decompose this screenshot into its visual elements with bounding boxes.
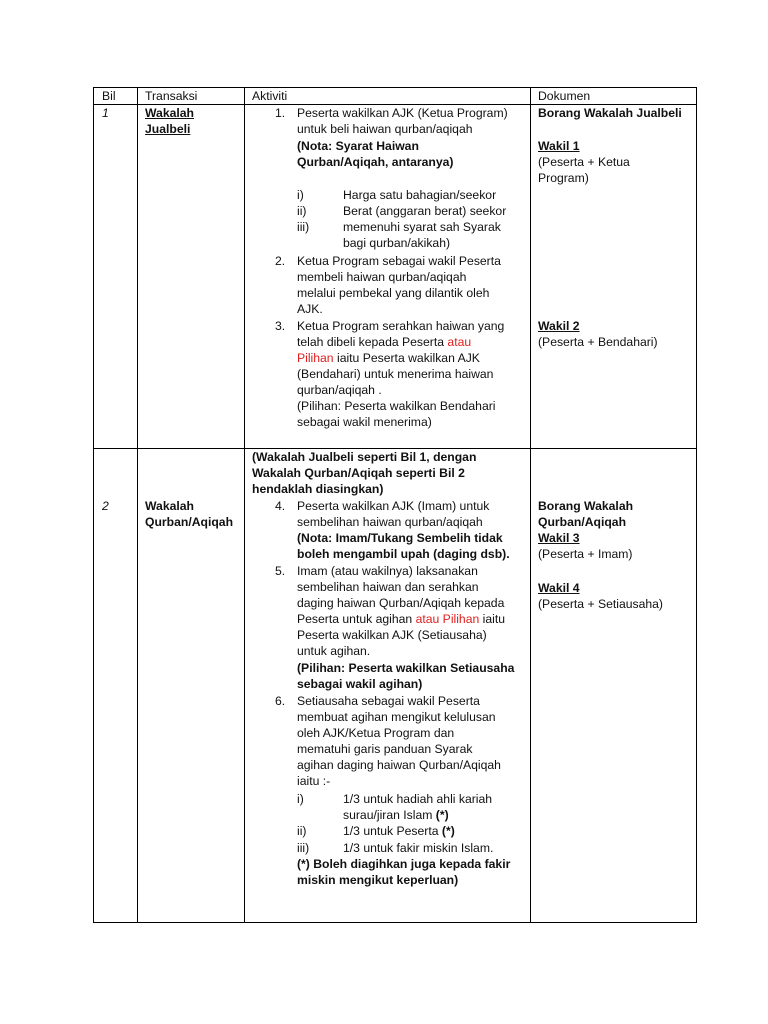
item2-number: 2. bbox=[275, 254, 286, 268]
row2-intro-line1: (Wakalah Jualbeli seperti Bil 1, dengan bbox=[252, 450, 477, 464]
wakil2-title: Wakil 2 bbox=[538, 319, 580, 333]
header-aktiviti: Aktiviti bbox=[252, 89, 288, 103]
table-border-left bbox=[93, 87, 94, 923]
item5-line3: daging haiwan Qurban/Aqiqah kepada bbox=[297, 596, 505, 610]
item1-sub2-number: ii) bbox=[297, 204, 307, 218]
item5-note-line1: (Pilihan: Peserta wakilkan Setiausaha bbox=[297, 661, 515, 675]
item4-note-line1: (Nota: Imam/Tukang Sembelih tidak bbox=[297, 531, 503, 545]
item6-sub1-line2 bbox=[343, 807, 449, 823]
item3-line3-text: iaitu Peserta wakilkan AJK bbox=[333, 351, 480, 365]
item5-line4-text: Peserta untuk agihan bbox=[297, 612, 416, 626]
wakil3-line1: (Peserta + Imam) bbox=[538, 547, 633, 561]
item6-line5: agihan daging haiwan Qurban/Aqiqah bbox=[297, 758, 501, 772]
item6-sub3-line1: 1/3 untuk fakir miskin Islam. bbox=[343, 841, 494, 855]
row1-borang: Borang Wakalah Jualbeli bbox=[538, 106, 682, 120]
item6-sub2-mark: (*) bbox=[441, 824, 455, 838]
item3-line2-text: telah dibeli kepada Peserta bbox=[297, 335, 448, 349]
item6-line3: oleh AJK/Ketua Program dan bbox=[297, 726, 455, 740]
column-divider-2 bbox=[244, 87, 245, 923]
item3-line5: qurban/aqiqah . bbox=[297, 383, 382, 397]
row2-intro-line2: Wakalah Qurban/Aqiqah seperti Bil 2 bbox=[252, 466, 465, 480]
row2-transaksi-line2: Qurban/Aqiqah bbox=[145, 515, 234, 529]
row2-borang-line2: Qurban/Aqiqah bbox=[538, 515, 627, 529]
table-border-bottom bbox=[93, 922, 697, 923]
item3-line3 bbox=[297, 350, 480, 366]
table-border-right bbox=[696, 87, 697, 923]
item3-line7: sebagai wakil menerima) bbox=[297, 415, 432, 429]
item3-number: 3. bbox=[275, 319, 286, 333]
row2-borang-line1: Borang Wakalah bbox=[538, 499, 634, 513]
item6-line4: mematuhi garis panduan Syarak bbox=[297, 742, 473, 756]
column-divider-3 bbox=[530, 87, 531, 923]
item6-number: 6. bbox=[275, 694, 286, 708]
item6-sub1-line1: 1/3 untuk hadiah ahli kariah bbox=[343, 792, 493, 806]
wakil4-line1: (Peserta + Setiausaha) bbox=[538, 597, 663, 611]
item2-line3: melalui pembekal yang dilantik oleh bbox=[297, 286, 490, 300]
item6-line1: Setiausaha sebagai wakil Peserta bbox=[297, 694, 480, 708]
item6-sub3-number: iii) bbox=[297, 841, 310, 855]
item5-note-line2: sebagai wakil agihan) bbox=[297, 677, 423, 691]
item3-line2 bbox=[297, 334, 471, 350]
item1-sub2-text: Berat (anggaran berat) seekor bbox=[343, 204, 507, 218]
item1-sub3-number: iii) bbox=[297, 220, 310, 234]
item6-sub2-text: 1/3 untuk Peserta bbox=[343, 824, 442, 838]
header-dokumen: Dokumen bbox=[538, 89, 591, 103]
row1-bil: 1 bbox=[102, 106, 109, 120]
item6-line6: iaitu :- bbox=[297, 774, 331, 788]
item6-note-line1: (*) Boleh diagihkan juga kepada fakir bbox=[297, 857, 511, 871]
item1-sub1-number: i) bbox=[297, 188, 304, 202]
item3-line6: (Pilihan: Peserta wakilkan Bendahari bbox=[297, 399, 496, 413]
item5-line4-red: atau Pilihan bbox=[415, 612, 480, 626]
row2-transaksi-line1: Wakalah bbox=[145, 499, 194, 513]
item3-line3-red: Pilihan bbox=[297, 351, 334, 365]
item3-line1: Ketua Program serahkan haiwan yang bbox=[297, 319, 505, 333]
item3-line4: (Bendahari) untuk menerima haiwan bbox=[297, 367, 494, 381]
wakil1-line1: (Peserta + Ketua bbox=[538, 155, 630, 169]
item5-line4-end: iaitu bbox=[479, 612, 506, 626]
item6-line2: membuat agihan mengikut kelulusan bbox=[297, 710, 496, 724]
item6-sub1-number: i) bbox=[297, 792, 304, 806]
header-bil: Bil bbox=[102, 89, 116, 103]
item1-sub3-text-line1: memenuhi syarat sah Syarak bbox=[343, 220, 501, 234]
item5-number: 5. bbox=[275, 564, 286, 578]
item1-note-line1: (Nota: Syarat Haiwan bbox=[297, 139, 419, 153]
wakil3-title: Wakil 3 bbox=[538, 531, 580, 545]
item5-line5: Peserta wakilkan AJK (Setiausaha) bbox=[297, 628, 487, 642]
item6-note-line2: miskin mengikut keperluan) bbox=[297, 873, 459, 887]
row1-transaksi-line2: Jualbeli bbox=[145, 122, 191, 136]
wakil4-title: Wakil 4 bbox=[538, 581, 580, 595]
item4-line1: Peserta wakilkan AJK (Imam) untuk bbox=[297, 499, 490, 513]
item6-sub2-number: ii) bbox=[297, 824, 307, 838]
item5-line6: untuk agihan. bbox=[297, 644, 371, 658]
item4-note-line2: boleh mengambil upah (daging dsb). bbox=[297, 547, 510, 561]
item5-line1: Imam (atau wakilnya) laksanakan bbox=[297, 564, 478, 578]
item1-line1: Peserta wakilkan AJK (Ketua Program) bbox=[297, 106, 508, 120]
item6-sub1-mark: (*) bbox=[435, 808, 449, 822]
item2-line1: Ketua Program sebagai wakil Peserta bbox=[297, 254, 501, 268]
item1-sub3-text-line2: bagi qurban/akikah) bbox=[343, 236, 451, 250]
item5-line4 bbox=[297, 611, 505, 627]
wakil2-line1: (Peserta + Bendahari) bbox=[538, 335, 658, 349]
header-transaksi: Transaksi bbox=[145, 89, 198, 103]
item4-number: 4. bbox=[275, 499, 286, 513]
column-divider-1 bbox=[137, 87, 138, 923]
row1-transaksi-line1: Wakalah bbox=[145, 106, 194, 120]
item1-note-line2: Qurban/Aqiqah, antaranya) bbox=[297, 155, 454, 169]
row2-bil: 2 bbox=[102, 499, 109, 513]
item3-line2-red: atau bbox=[447, 335, 472, 349]
wakil1-line2: Program) bbox=[538, 171, 589, 185]
item5-line2: sembelihan haiwan dan serahkan bbox=[297, 580, 479, 594]
item6-sub2-line1 bbox=[343, 823, 455, 839]
item1-line2: untuk beli haiwan qurban/aqiqah bbox=[297, 122, 473, 136]
wakil1-title: Wakil 1 bbox=[538, 139, 580, 153]
item2-line4: AJK. bbox=[297, 302, 323, 316]
item2-line2: membeli haiwan qurban/aqiqah bbox=[297, 270, 467, 284]
item1-sub1-text: Harga satu bahagian/seekor bbox=[343, 188, 497, 202]
item4-line2: sembelihan haiwan qurban/aqiqah bbox=[297, 515, 483, 529]
item1-number: 1. bbox=[275, 106, 286, 120]
item6-sub1-line2-text: surau/jiran Islam bbox=[343, 808, 436, 822]
row2-intro-line3: hendaklah diasingkan) bbox=[252, 482, 384, 496]
